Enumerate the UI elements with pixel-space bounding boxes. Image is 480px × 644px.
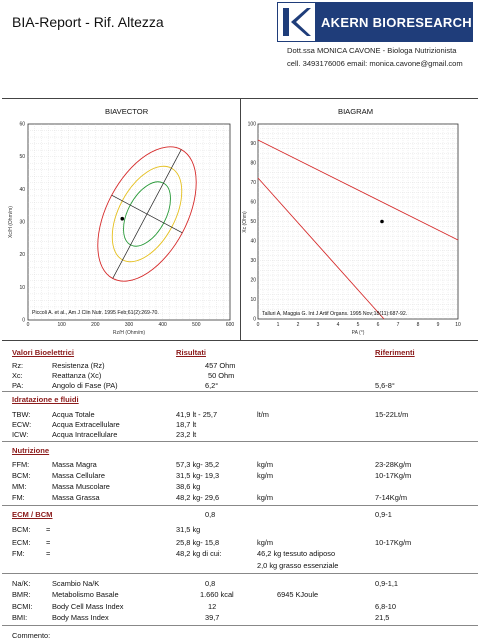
- row-eq: =: [46, 538, 51, 547]
- row-code: TBW:: [12, 410, 31, 419]
- row-value: 457 Ohm: [205, 361, 236, 370]
- brand-name: AKERN BIORESEARCH: [320, 14, 472, 30]
- row-value: 38,6 kg: [176, 482, 201, 491]
- header-results: Risultati: [176, 348, 206, 357]
- x-tick-label: 10: [455, 322, 461, 328]
- y-tick-label: 20: [19, 252, 25, 259]
- row-name: Massa Magra: [52, 460, 97, 469]
- y-tick-label: 30: [19, 219, 25, 226]
- row-code: FM:: [12, 549, 25, 558]
- divider: [2, 340, 478, 341]
- row-unit: kg/m: [257, 538, 274, 547]
- row-code: BCMI:: [12, 602, 33, 611]
- row-value: 57,3 kg- 35,2: [176, 460, 220, 469]
- row-ref: 6,8-10: [375, 602, 396, 611]
- row-value: 48,2 kg di cui:: [176, 549, 222, 558]
- x-tick-label: 0: [256, 322, 260, 328]
- doctor-name: Dott.ssa MONICA CAVONE - Biologa Nutrizionista: [287, 46, 457, 55]
- biagram-chart: [242, 118, 478, 338]
- x-tick-label: 2: [296, 322, 300, 328]
- y-tick-label: 20: [250, 277, 256, 284]
- y-tick-label: 40: [250, 238, 256, 245]
- row-code: MM:: [12, 482, 27, 491]
- row-separator: [2, 505, 478, 506]
- x-tick-label: 7: [396, 322, 400, 328]
- y-tick-label: 0: [22, 317, 25, 324]
- x-tick-label: 300: [124, 322, 134, 328]
- row-ref: 10-17Kg/m: [375, 538, 412, 547]
- row-name: Body Mass Index: [52, 613, 109, 622]
- doctor-contact: cell. 3493176006 email: monica.cavone@gmail.com: [287, 59, 463, 68]
- biavector-chart: [6, 118, 238, 338]
- patient-biagram-point: [380, 220, 384, 224]
- row-name: Massa Cellulare: [52, 471, 105, 480]
- y-tick-label: 50: [19, 154, 25, 161]
- y-tick-label: 60: [250, 199, 256, 206]
- x-tick-label: 400: [158, 322, 167, 328]
- biavector-title: BIAVECTOR: [105, 107, 149, 116]
- row-code: BCM:: [12, 471, 31, 480]
- row-value: 23,2 lt: [176, 430, 197, 439]
- x-tick-label: 100: [57, 322, 66, 328]
- row-separator: [2, 573, 478, 574]
- row-value: 25,8 kg- 15,8: [176, 538, 220, 547]
- row-code: BCM:: [12, 525, 31, 534]
- row-code: PA:: [12, 381, 24, 390]
- row-value: 41,9 lt - 25,7: [176, 410, 218, 419]
- x-tick-label: 5: [356, 322, 360, 328]
- row-name: Scambio Na/K: [52, 579, 100, 588]
- row-code: BMI:: [12, 613, 28, 622]
- row-code: Xc:: [12, 371, 23, 380]
- biavector-ylabel: Xc/H (Ohm/m): [8, 206, 14, 238]
- row-value: 50 Ohm: [208, 371, 235, 380]
- row-ref: 21,5: [375, 613, 390, 622]
- row-unit: lt/m: [257, 410, 269, 419]
- row-value: 6,2°: [205, 381, 219, 390]
- x-tick-label: 0: [26, 322, 30, 328]
- header-refs: Riferimenti: [375, 348, 415, 357]
- row-code: FFM:: [12, 460, 30, 469]
- y-tick-label: 70: [250, 180, 256, 186]
- row-eq: =: [46, 525, 51, 534]
- patient-vector-point: [120, 217, 124, 221]
- y-tick-label: 10: [19, 284, 25, 291]
- y-tick-label: 80: [250, 160, 256, 167]
- row-code: BMR:: [12, 590, 31, 599]
- divider: [240, 98, 241, 340]
- row-unit: kg/m: [257, 460, 274, 469]
- row-value: 0,8: [205, 579, 216, 588]
- row-value: 39,7: [205, 613, 220, 622]
- row-name: Massa Grassa: [52, 493, 100, 502]
- akern-logo-icon: [278, 3, 315, 41]
- section-ecm-bcm: ECM / BCM: [12, 510, 53, 519]
- y-tick-label: 50: [250, 219, 256, 225]
- x-tick-label: 4: [336, 322, 340, 328]
- row-code: ECW:: [12, 420, 32, 429]
- x-tick-label: 3: [316, 322, 320, 328]
- row-separator: [2, 391, 478, 392]
- row-extra: 6945 KJoule: [277, 590, 319, 599]
- essential-fat: 2,0 kg grasso essenziale: [257, 561, 339, 570]
- row-eq: =: [46, 549, 51, 558]
- biagram-citation: Talluri A, Maggia G. Int J Artif Organs. 1995 Nov;18(11):687-92.: [262, 311, 408, 317]
- row-ref: 5,6-8°: [375, 381, 395, 390]
- biagram-ylabel: Xc (Ohm): [242, 211, 248, 233]
- comment-label: Commento:: [12, 631, 51, 640]
- row-ref: 23-28Kg/m: [375, 460, 412, 469]
- row-code: FM:: [12, 493, 25, 502]
- section-nutrition: Nutrizione: [12, 446, 50, 455]
- row-ref: 7-14Kg/m: [375, 493, 408, 502]
- row-ref: 0,9-1,1: [375, 579, 399, 588]
- x-tick-label: 1: [276, 322, 280, 328]
- row-value: 12: [208, 602, 217, 611]
- row-ref: 10-17Kg/m: [375, 471, 412, 480]
- ecm-bcm-ref: 0,9-1: [375, 510, 392, 519]
- y-tick-label: 60: [19, 121, 25, 128]
- row-code: Rz:: [12, 361, 24, 370]
- y-tick-label: 30: [250, 258, 256, 264]
- row-code: ICW:: [12, 430, 29, 439]
- row-value: 31,5 kg: [176, 525, 201, 534]
- row-name: Acqua Extracellulare: [52, 420, 120, 429]
- x-tick-label: 500: [192, 322, 201, 328]
- row-name: Acqua Intracellulare: [52, 430, 118, 439]
- biavector-xlabel: Rz/H (Ohm/m): [112, 330, 146, 336]
- x-tick-label: 6: [376, 322, 380, 328]
- section-hydration: Idratazione e fluidi: [12, 395, 79, 404]
- y-tick-label: 100: [247, 121, 256, 128]
- row-name: Reattanza (Xc): [52, 371, 102, 380]
- row-name: Massa Muscolare: [52, 482, 110, 491]
- x-tick-label: 600: [225, 322, 235, 328]
- row-name: Acqua Totale: [52, 410, 95, 419]
- row-value: 48,2 kg- 29,6: [176, 493, 220, 502]
- x-tick-label: 8: [416, 322, 420, 328]
- row-value: 18,7 lt: [176, 420, 197, 429]
- row-value: 1.660 kcal: [200, 590, 234, 599]
- biavector-citation: Piccoli A. et al., Am J Clin Nutr. 1995 Feb;61(2):269-70.: [32, 310, 159, 316]
- row-unit: 46,2 kg tessuto adiposo: [257, 549, 336, 558]
- y-tick-label: 0: [253, 316, 256, 323]
- x-tick-label: 9: [436, 322, 440, 328]
- row-value: 31,5 kg- 19,3: [176, 471, 220, 480]
- header-values: Valori Bioelettrici: [12, 348, 75, 357]
- row-name: Metabolismo Basale: [52, 590, 119, 599]
- row-unit: kg/m: [257, 471, 274, 480]
- row-code: ECM:: [12, 538, 31, 547]
- ecm-bcm-value: 0,8: [205, 510, 216, 519]
- y-tick-label: 10: [250, 297, 256, 303]
- row-name: Resistenza (Rz): [52, 361, 105, 370]
- x-tick-label: 200: [91, 322, 100, 328]
- y-tick-label: 90: [250, 141, 256, 147]
- row-code: Na/K:: [12, 579, 31, 588]
- row-name: Angolo di Fase (PA): [52, 381, 118, 390]
- row-name: Body Cell Mass Index: [52, 602, 124, 611]
- row-unit: kg/m: [257, 493, 274, 502]
- row-separator: [2, 441, 478, 442]
- row-ref: 15-22Lt/m: [375, 410, 409, 419]
- biagram-title: BIAGRAM: [338, 107, 374, 116]
- report-title: BIA-Report - Rif. Altezza: [12, 14, 164, 30]
- y-tick-label: 40: [19, 186, 25, 193]
- biagram-xlabel: PA (°): [351, 330, 365, 336]
- company-logo: [277, 2, 473, 42]
- row-separator: [2, 625, 478, 626]
